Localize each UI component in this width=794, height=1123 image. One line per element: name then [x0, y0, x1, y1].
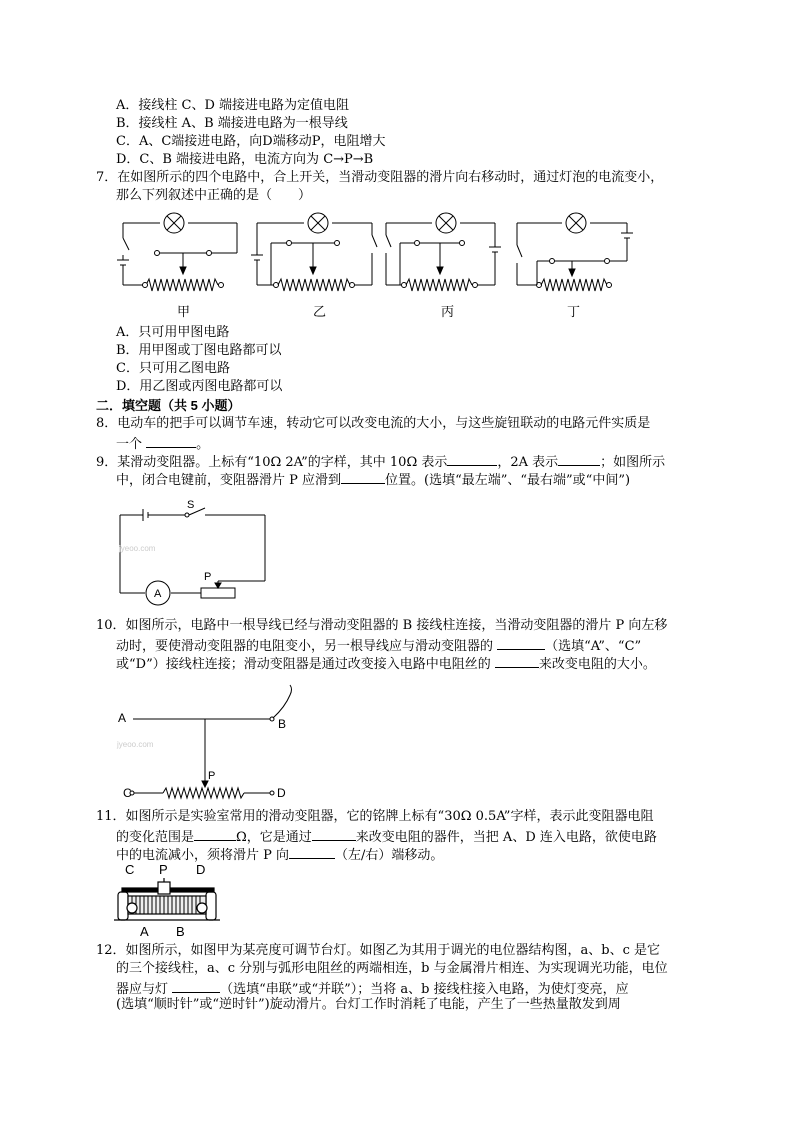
- q10-label-p: P: [208, 770, 216, 782]
- caption-yi: 乙: [313, 305, 327, 320]
- q9-text-c: ；如图所示: [600, 455, 666, 470]
- q8-text-b: 。: [196, 437, 210, 452]
- q11-blank-2[interactable]: [312, 826, 356, 841]
- q9-text-d: 中，闭合电键前，变阻器滑片 P 应滑到: [116, 473, 342, 488]
- q11-label-b: B: [176, 924, 185, 939]
- q7-option-b: B．用甲图或丁图电路都可以: [116, 343, 282, 358]
- circuit-jia: [117, 213, 237, 291]
- q11-label-a: A: [140, 924, 149, 939]
- caption-ding: 丁: [567, 305, 581, 320]
- q9-label-s: S: [187, 499, 195, 511]
- caption-bing: 丙: [441, 305, 455, 320]
- section-title-fill-in: 二．填空题（共 5 小题）: [96, 398, 241, 413]
- q8-stem-line1: 8．电动车的把手可以调节车速，转动它可以改变电流的大小，与这些旋钮联动的电路元件实质是: [96, 416, 651, 431]
- q9-circuit-diagram: [115, 495, 315, 615]
- q9-text-b: ，2A 表示: [497, 455, 559, 470]
- circuit-ding: [517, 213, 633, 291]
- q12-text-b: （选填“串联”或“并联”）；当将 a、b 接线柱接入电路，为使灯变亮，应: [220, 982, 629, 997]
- q7-option-c: C．只可用乙图电路: [116, 361, 230, 376]
- q6-option-d: D．C、B 端接进电路，电流方向为 C→P→B: [116, 152, 374, 167]
- q11-label-d: D: [196, 862, 206, 877]
- q11-label-c: C: [125, 862, 135, 877]
- q7-stem-line2: 那么下列叙述中正确的是（ ）: [116, 188, 312, 203]
- circuit-yi: [251, 213, 377, 291]
- q10-blank-2[interactable]: [495, 653, 539, 668]
- q11-stem-line1: 11．如图所示是实验室常用的滑动变阻器，它的铭牌上标有“30Ω 0.5A”字样，表示此变阻器电阻: [96, 809, 654, 824]
- q6-option-a: A．接线柱 C、D 端接进电路为定值电阻: [116, 98, 350, 113]
- q10-stem-line1: 10．如图所示，电路中一根导线已经与滑动变阻器的 B 接线柱连接，当滑动变阻器的滑片 P 向左移: [96, 618, 668, 633]
- q11-text-c: 来改变电阻的器件，当把 A、D 连入电路，欲使电路: [355, 830, 657, 845]
- q10-blank-1[interactable]: [497, 635, 545, 650]
- q10-label-a: A: [118, 711, 127, 725]
- q9-label-p: P: [204, 571, 212, 583]
- caption-jia: 甲: [177, 305, 191, 320]
- q7-circuit-diagrams: [0, 205, 794, 325]
- q8-blank[interactable]: [146, 433, 196, 448]
- q10-watermark: jyeoo.com: [117, 740, 154, 749]
- q12-stem-line1: 12．如图所示，如图甲为某亮度可调节台灯。如图乙为其用于调光的电位器结构图，a、b、c 是它: [96, 943, 661, 958]
- q9-stem-line2: [116, 469, 630, 490]
- q10-text-a: 动时，要使滑动变阻器的电阻变小，另一根导线应与滑动变阻器的: [116, 639, 494, 654]
- q10-label-d: D: [277, 786, 286, 800]
- q12-stem-line4: (选填“顺时针”或“逆时针”)旋动滑片。台灯工作时消耗了电能，产生了一些热量散发到周: [116, 997, 621, 1012]
- q7-option-d: D．用乙图或丙图电路都可以: [116, 379, 283, 394]
- q11-text-b: Ω，它是通过: [236, 830, 312, 845]
- q10-stem-line3: [116, 653, 656, 674]
- q6-option-b: B．接线柱 A、B 端接进电路为一根导线: [116, 116, 348, 131]
- q6-option-c: C．A、C端接进电路，向D端移动P，电阻增大: [116, 134, 386, 149]
- q11-blank-3[interactable]: [289, 844, 335, 859]
- q9-watermark: jyeoo.com: [119, 544, 156, 553]
- q11-label-p: P: [159, 862, 168, 877]
- q10-rheostat-diagram: [115, 685, 315, 805]
- q8-text-a: 一个: [116, 437, 143, 452]
- q10-text-d: 来改变电阻的大小。: [538, 657, 656, 672]
- q9-blank-2[interactable]: [558, 451, 600, 466]
- q9-text-e: 位置。(选填“最左端”、“最右端”或“中间”): [385, 473, 631, 488]
- q9-label-ammeter: A: [154, 588, 162, 600]
- q10-text-b: （选填“A”、“C”: [545, 639, 642, 654]
- q12-text-a: 器应与灯: [116, 982, 169, 997]
- q9-text-a: 9．某滑动变阻器。上标有“10Ω 2A”的字样，其中 10Ω 表示: [96, 455, 448, 470]
- q11-text-a: 的变化范围是: [116, 830, 195, 845]
- q11-text-d: 中的电流减小，须将滑片 P 向: [116, 848, 290, 863]
- q11-blank-1[interactable]: [194, 826, 236, 841]
- q11-rheostat-picture: [112, 860, 232, 940]
- q7-stem-line1: 7．在如图所示的四个电路中，合上开关，当滑动变阻器的滑片向右移动时，通过灯泡的电流变小，: [96, 170, 664, 185]
- q11-text-e: （左/右）端移动。: [335, 848, 444, 863]
- q9-blank-1[interactable]: [447, 451, 497, 466]
- q9-blank-3[interactable]: [341, 469, 385, 484]
- q7-option-a: A．只可用甲图电路: [116, 325, 230, 340]
- q10-label-c: C: [123, 786, 132, 800]
- q12-blank-1[interactable]: [172, 978, 220, 993]
- q10-label-b: B: [278, 717, 287, 731]
- q12-stem-line2: 的三个接线柱，a、c 分别与弧形电阻丝的两端相连，b 与金属滑片相连、为实现调光功能，电位: [116, 961, 668, 976]
- circuit-bing: [386, 213, 501, 291]
- q10-text-c: 或“D”）接线柱连接；滑动变阻器是通过改变接入电路中电阻丝的: [116, 657, 491, 672]
